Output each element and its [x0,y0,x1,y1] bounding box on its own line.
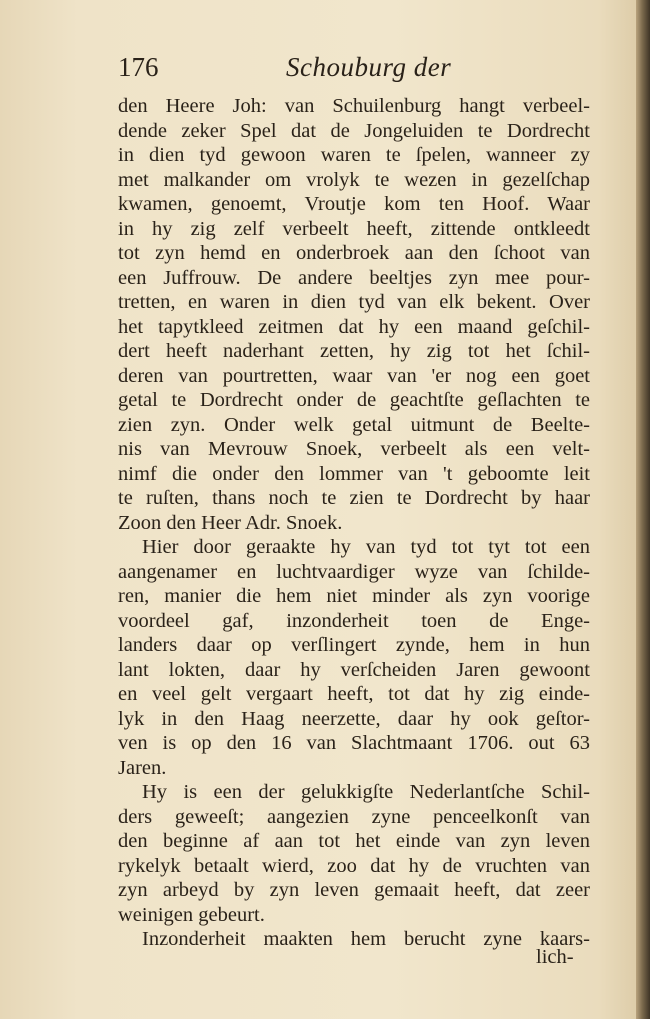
text-line: nimf die onder den lommer van 't geboomte leit [118,462,590,485]
text-line: te ruſten, thans noch te zien te Dordrecht by haar [118,487,590,509]
text-line: zyn arbeyd by zyn leven gemaait heeft, dat zeer [118,879,590,901]
text-line: landers daar op verſlingert zynde, hem in hun [118,634,590,656]
text-line: voordeel gaf, inzonderheit toen de Enge- [118,609,590,632]
text-line: Zoon den Heer Adr. Snoek. [118,511,343,534]
text-line: met malkander om vrolyk te wezen in gezelſchap [118,168,590,191]
text-line: den Heere Joh: van Schuilenburg hangt verbeel- [118,95,590,117]
text-line: dende zeker Spel dat de Jongeluiden te Dordrecht [118,119,590,142]
text-line: getal te Dordrecht onder de geachtſte geſlachten te [118,389,590,411]
text-line: ren, manier die hem niet minder als zyn voorige [118,585,590,607]
page-number: 176 [118,52,159,82]
text-line: lant lokten, daar hy verſcheiden Jaren gewoont [118,658,590,681]
catchword: lich- [536,946,574,968]
text-line: nis van Mevrouw Snoek, verbeelt als een velt- [118,438,590,460]
text-line: lyk in den Haag neerzette, daar hy ook geſtor- [118,707,590,730]
text-line: het tapytkleed zeitmen dat hy een maand geſchil- [118,315,590,338]
text-line: rykelyk betaalt wierd, zoo dat hy de vruchten van [118,854,590,877]
text-line: in dien tyd gewoon waren te ſpelen, wanneer zy [118,144,590,166]
text-line: dert heeft naderhant zetten, hy zig tot het ſchil- [118,340,590,362]
body-text [118,94,590,952]
page-edge-shadow [636,0,650,1019]
text-line: kwamen, genoemt, Vroutje kom ten Hoof. Waar [118,193,590,215]
text-line: weinigen gebeurt. [118,903,265,926]
text-line: een Juffrouw. De andere beeltjes zyn mee pour- [118,266,590,289]
text-line: tretten, en waren in dien tyd van elk bekent. Over [118,291,590,313]
text-line: in hy zig zelf verbeelt heeft, zittende ontkleedt [118,217,590,240]
text-line: Inzonderheit maakten hem berucht zyne kaars- [142,928,590,950]
text-line: ven is op den 16 van Slachtmaant 1706. out 63 [118,732,590,754]
text-line: Hy is een der gelukkigſte Nederlantſche Schil- [142,781,590,803]
text-line: tot zyn hemd en onderbroek aan den ſchoot van [118,242,590,264]
text-line: zien zyn. Onder welk getal uitmunt de Beelte- [118,413,590,436]
text-line: deren van pourtretten, waar van 'er nog een goet [118,364,590,387]
text-line: en veel gelt vergaart heeft, tot dat hy zig einde- [118,683,590,705]
page-header [118,52,598,92]
text-line: aangenamer en luchtvaardiger wyze van ſchilde- [118,560,590,583]
text-line: ders geweeſt; aangezien zyne penceelkonſt van [118,805,590,828]
text-line: Hier door geraakte hy van tyd tot tyt tot een [142,536,590,558]
text-line: den beginne af aan tot het einde van zyn leven [118,830,590,852]
text-line: Jaren. [118,756,167,779]
running-head: Schouburg der [286,52,452,82]
